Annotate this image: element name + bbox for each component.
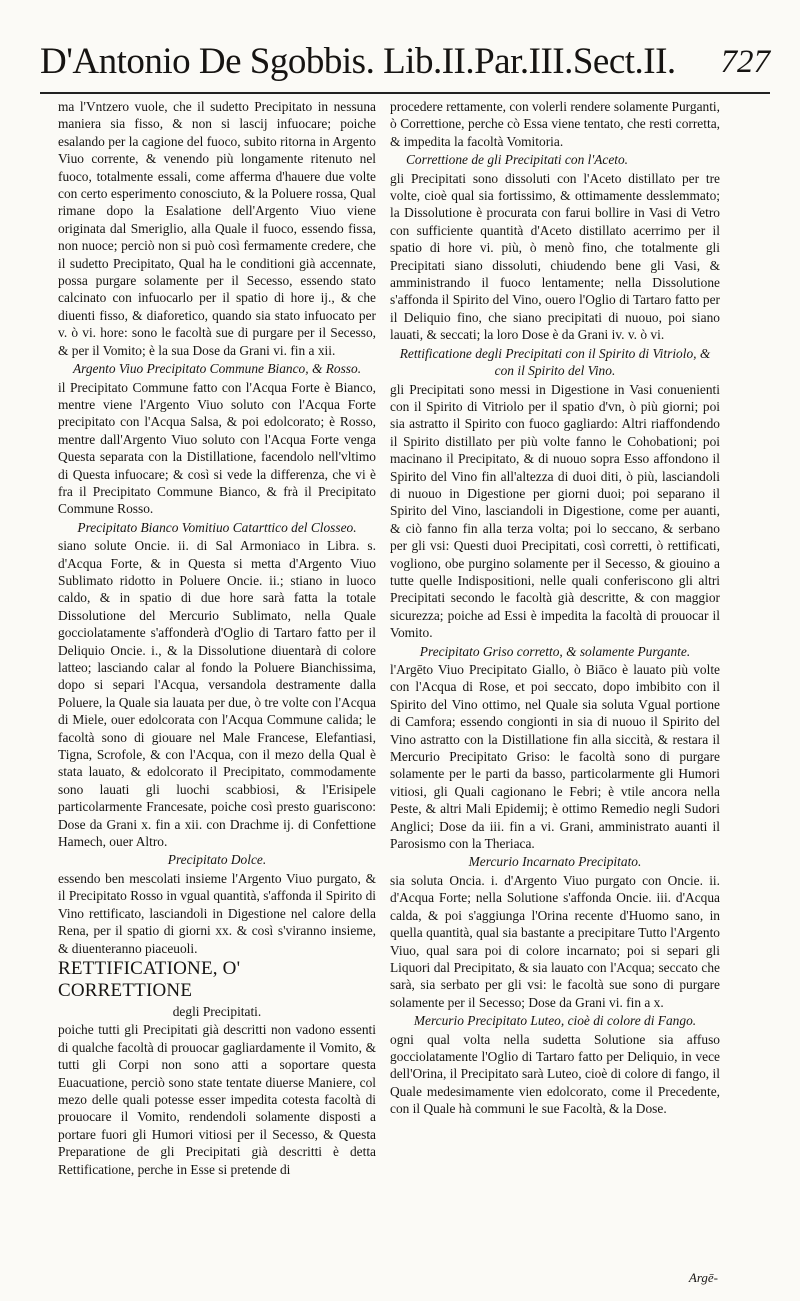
running-title: D'Antonio De Sgobbis. Lib.II.Par.III.Sect.II.	[40, 41, 676, 82]
paragraph: il Precipitato Commune fatto con l'Acqua Forte è Bianco, mentre viene l'Argento Viuo soluto con l'Acqua Forte precipitato con l'Acqua Salsa, & poi edolcorato; è Rosso, mentre dall'Argento Viuo soluto con l'Acqua Forte venga Questa separata con la Distillatione, facendolo nell'vltimo di Questa infuocare; & così si vede la differenza, che vi è fra il Precipitato Commune Bianco, & frà il Precipitato Commune Rosso.	[58, 379, 376, 517]
paragraph: siano solute Oncie. ii. di Sal Armoniaco in Libra. s. d'Acqua Forte, & in Questa si metta d'Argento Viuo Sublimato ridotto in Poluere Oncie. ii.; stiano in luoco caldo, & in spatio di due hore sarà fatta la totale Dissolutione del Mercurio Sublimato, nella Quale gocciolatamente s'affonderà d'Oglio di Tartaro fatto per il Deliquio Oncie. i., & la Dissolutione diuentarà di colore latteo; lasciando calar al fondo la Poluere Bianchissima, dopo si separi l'Acqua, versandola destramente dalla Poluere, la Quale sia lauata per due, ò tre volte con l'Acqua di Miele, ouer edolcorata con l'Acqua Commune calida; le facoltà sono di giouare nel Male Francese, Elefantiasi, Tigna, Scrofole, & con l'Acqua, con il mezo della Qual è stata lauato, & edolcorato il Precipitato, commodamente sono lauati gli luochi scabbiosi, & l'Erisipele particolarmente Francesate, poiche così presto guariscono: Dose da Grani x. fin a xii. con Drachme ij. di Confettione Hamech, ouer Altro.	[58, 538, 376, 850]
subheading: Argento Viuo Precipitato Commune Bianco, & Rosso.	[72, 361, 362, 377]
subheading: Correttione de gli Precipitati con l'Aceto.	[406, 152, 629, 168]
page-header	[40, 34, 770, 94]
paragraph: procedere rettamente, con volerli rendere solamente Purganti, ò Correttione, perche cò Essa viene tentato, che resti corretta, & impedita la facoltà Vomitoria.	[390, 99, 720, 149]
paragraph: ma l'Vntzero vuole, che il sudetto Precipitato in nessuna maniera sia fisso, & non si lascij infuocare; poiche esalando per la cagione del fuoco, subito ritorna in Argento Viuo corrente, & venendo più longamente ritenuto nel fuoco, totalmente essali, come afferma d'hauere due volte con certo esperimento conosciuto, & la Poluere rossa, Qual rimane dopo la Esalatione dell'Argento Viuo viene originata dal Smeriglio, alla Quale il fuoco, essendo fissa, non nuoce; perciò non si può così fermamente credere, che il sudetto Precipitato, Qual ha le conditioni già accennate, possa purgare solamente per il Secesso, essendo stato calcinato con infuocarlo per il spatio di hore ij., & che diuenti fisso, & diaforetico, quando sia stato infuocato per v. ò vi. hore: sono le facoltà sue di purgare per il Secesso, & per il Vomito; è la sua Dose da Grani vi. fin a xii.	[58, 99, 376, 358]
subheading: Precipitato Griso corretto, & solamente Purgante.	[419, 643, 691, 659]
paragraph: l'Argēto Viuo Precipitato Giallo, ò Biāco è lauato più volte con l'Acqua di Rose, et poi seccato, dopo imbibito con il Spirito del Vino ottimo, nel Quale sia soluta Vgual portione di Camfora; essendo congionti in sia di nuouo il Spirito del Vino astratto con la Distillatione fin alla siccità, & restara il Mercurio Precipitato Griso: le facoltà sono di purgare solamente per le parti da basso, particolarmente gli Humori vitiosi, gli Quali cagionano le Febri; è vtile ancora nella Peste, & altri Mali Epidemij; è ottimo Remedio negli Sudori Anglici; Dose da iii. fin a vi. Grani, amministrato auanti il Parosismo con la Theriaca.	[390, 662, 720, 852]
page-number: 727	[720, 44, 770, 80]
paragraph: essendo ben mescolati insieme l'Argento Viuo purgato, & il Precipitato Rosso in vgual quantità, s'affonda il Spirito di Vino rettificato, lasciandoli in Digestione nel calore della Rena, per il spatio di giorni xx. & così s'viranno insieme, & diuenteranno piaceuoli.	[58, 870, 376, 956]
paragraph: poiche tutti gli Precipitati già descritti non vadono essenti di qualche facoltà di prouocar gagliardamente il Vomito, & tutti gli Corpi non sono atti a soportare questa Euacuatione, perciò sono state tentate diuerse Maniere, col mezo delle quali potesse esser impedita cotesta facoltà di prouocare il Vomito, rendendoli solamente disposti a portare fuori gli Humori vitiosi per il Secesso, & Questa Preparatione de gli Precipitati già descritti è detta Rettificatione, perche in Esse si pretende di	[58, 1022, 376, 1177]
section-title: RETTIFICATIONE, O' CORRETTIONE	[58, 957, 241, 1001]
subheading: Precipitato Bianco Vomitiuo Catarttico del Closseo.	[77, 519, 357, 535]
subheading: Rettificatione degli Precipitati con il Spirito di Vitriolo, & con il Spirito del Vino.	[399, 345, 711, 379]
paragraph: gli Precipitati sono dissoluti con l'Aceto distillato per tre volte, cioè qual sia fortissimo, & ottimamente desslemmato; la Dissolutione è procurata con farui bollire in Vasi di Vetro con sufficiente quantità d'Aceto distillato acerrimo per il spatio di hore vi. più, ò menò fino, che totalmente gli Precipitati siano dissoluti, chiudendo bene gli Vasi, & amministrando il fuoco lentamente; nella Dissolutione s'affonda il Spirito del Vino, ouero l'Oglio di Tartaro fatto per il Deliquio fino, che siano precipitati di nuouo, poi siano lauati, & seccati; la loro Dose è da Grani iv. v. ò vi.	[390, 170, 720, 343]
subheading: Mercurio Precipitato Luteo, cioè di colore di Fango.	[413, 1013, 697, 1029]
subheading: Mercurio Incarnato Precipitato.	[468, 854, 642, 870]
right-column	[390, 98, 720, 1288]
paragraph: ogni qual volta nella sudetta Solutione sia affuso gocciolatamente l'Oglio di Tartaro fatto per Deliquio, in vece dell'Orina, il Precipitato sarà Luteo, cioè di colore di fango, il Quale medesimamente vien edolcorato, come il Precedente, con il Quale hà communi le sue Facoltà, & la Dose.	[390, 1031, 720, 1117]
paragraph: sia soluta Oncia. i. d'Argento Viuo purgato con Oncie. ii. d'Acqua Forte; nella Solutione s'affonda Oncie. iii. d'Acqua calda, & poi s'aggiunga l'Orina recente d'Huomo sano, in quella quantità, qual sia bastante a precipitare Tutto l'Argento Viuo, qual sara poi di colore incarnato; poi si separi gli Liquori dal Precipitato, & sia lauato con l'Acqua; seccato che sarà, sia serbato per gli vsi: le facoltà sue sono di purgare solamente per il Secesso; Dose da Grani vi. fin a x.	[390, 872, 720, 1010]
catchword: Argē-	[688, 1270, 718, 1285]
section-subtitle: degli Precipitati.	[172, 1003, 262, 1019]
left-column	[58, 98, 376, 1288]
paragraph: gli Precipitati sono messi in Digestione in Vasi conuenienti con il Spirito di Vitriolo per il spatio d'vn, ò più giorni; poi sia astratto il Spirito con fuoco gagliardo: Altri riaffondendo il Spirito distillato per più volte fanno le Cohobationi; poi macinano il Precipitato, & di nuouo sopra Esso affondono il Spirito del Vino fin all'altezza di duoi diti, ò più, lasciandoli di nuouo in Digestione per giorni duoi; poi separano il Spirito del Vino, lasciandoli in Digestione, come per auanti, & ciò fanno fin alla terza volta; poi lo seccano, & serbano per gli vsi: Questi duoi Precipitati, così corretti, ò rettificati, vogliono, obe purgino solamente per il Secesso, & giouino a tutte quelle Indispositioni, nelle quali conferiscono gli altri Precipitati secondo le facoltà già descritte, & con maggior sicurezza; poiche ad Essi è impedita la facoltà di prouocar il Vomito.	[390, 381, 720, 641]
subheading: Precipitato Dolce.	[167, 852, 267, 868]
